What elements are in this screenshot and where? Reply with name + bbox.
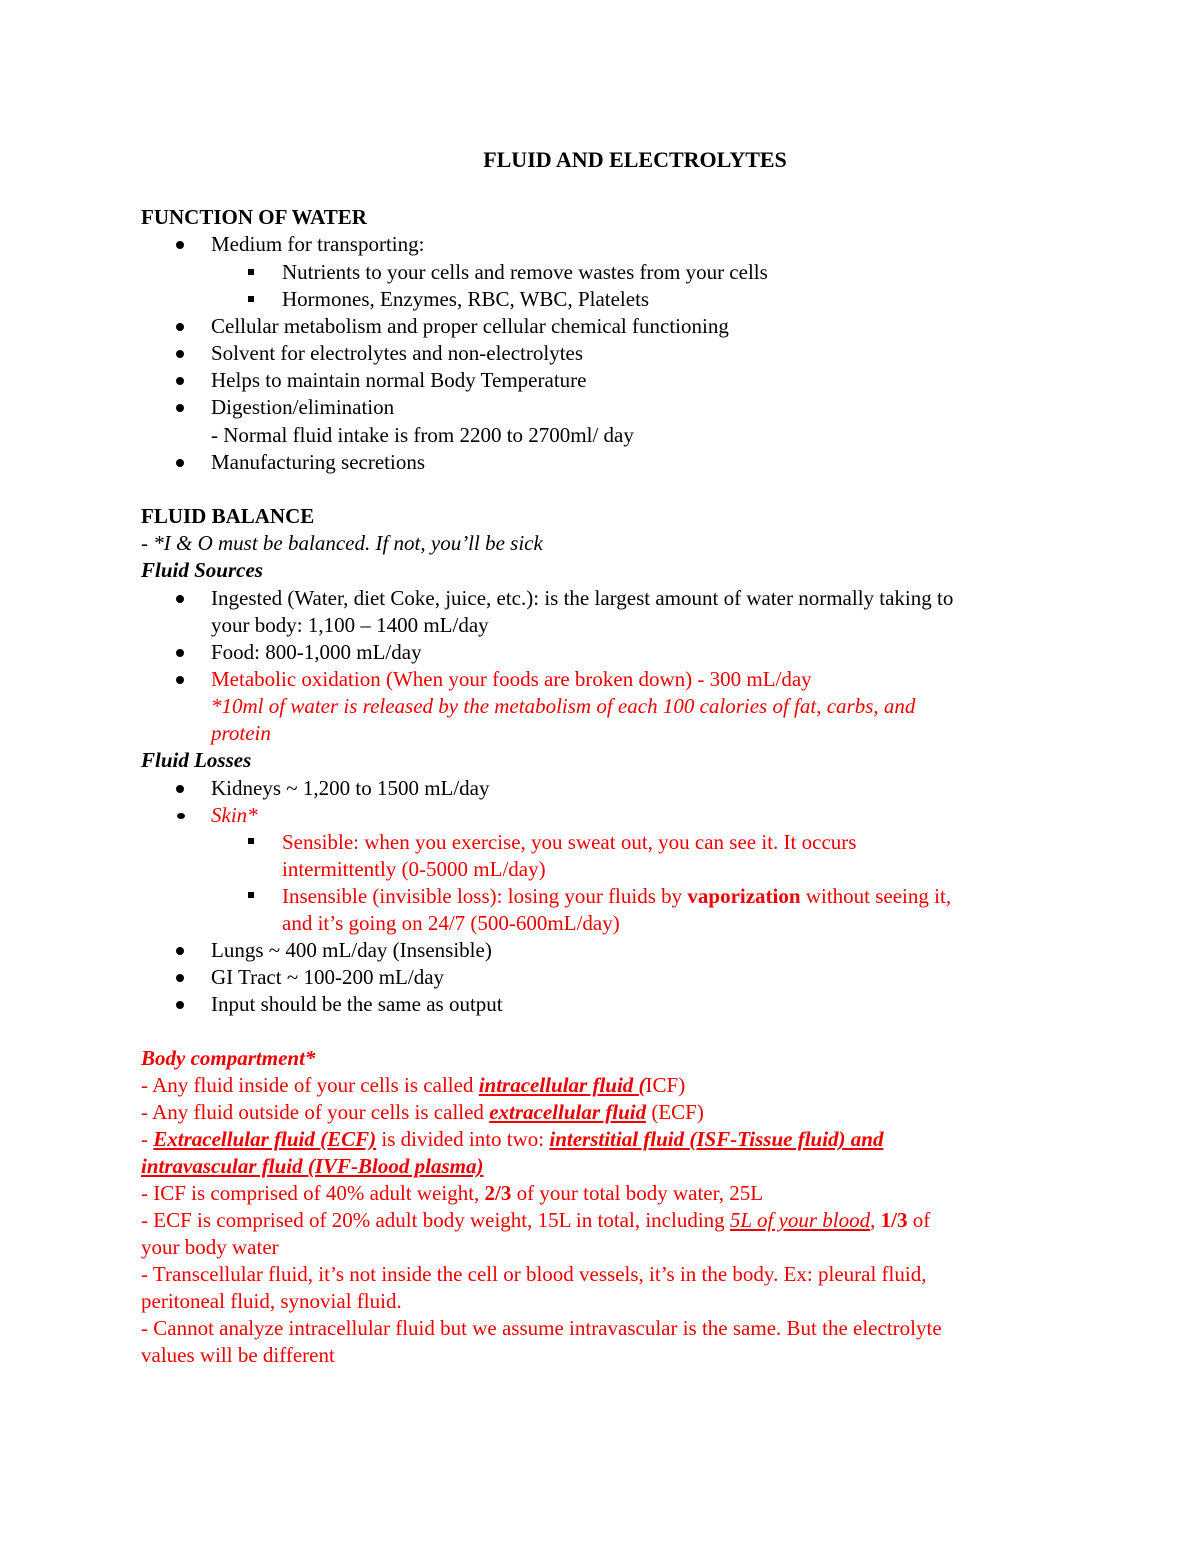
list-item: Metabolic oxidation (When your foods are broken down) - 300 mL/day: [211, 667, 812, 691]
list-item: Sensible: when you exercise, you sweat out, you can see it. It occurs: [282, 830, 857, 854]
list-item: Food: 800-1,000 mL/day: [211, 640, 422, 664]
list-item-note: - Normal fluid intake is from 2200 to 2700ml/ day: [211, 423, 634, 447]
paragraph-line: your body water: [141, 1235, 279, 1259]
term-blood-volume: 5L of your blood: [729, 1208, 871, 1232]
term-intravascular-fluid: intravascular fluid (IVF-Blood plasma): [141, 1154, 484, 1178]
paragraph-line: [141, 1072, 685, 1099]
paragraph-line: peritoneal fluid, synovial fluid.: [141, 1289, 402, 1313]
fluid-balance-note: - *I & O must be balanced. If not, you’ll be sick: [141, 531, 543, 555]
bullet-icon: [176, 595, 184, 603]
vaporization-term: vaporization: [687, 884, 801, 908]
list-item: [282, 883, 951, 910]
bullet-icon: [176, 241, 184, 249]
paragraph-line: - Cannot analyze intracellular fluid but we assume intravascular is the same. But the electrolyte: [141, 1316, 942, 1340]
list-item-continuation: your body: 1,100 – 1400 mL/day: [211, 613, 489, 637]
list-item: Cellular metabolism and proper cellular chemical functioning: [211, 314, 729, 338]
text-run: Insensible (invisible loss): losing your fluids by: [282, 884, 688, 908]
list-item: GI Tract ~ 100-200 mL/day: [211, 965, 445, 989]
term-interstitial-fluid: interstitial fluid (ISF-Tissue fluid) and: [549, 1127, 884, 1151]
list-item: Input should be the same as output: [211, 992, 503, 1016]
square-bullet-icon: [248, 296, 254, 302]
text-run: of your total body water, 25L: [511, 1181, 764, 1205]
fluid-balance-heading: FLUID BALANCE: [141, 504, 315, 528]
square-bullet-icon: [248, 838, 254, 844]
text-run: is divided into two:: [376, 1127, 550, 1151]
bullet-icon: [176, 1001, 184, 1009]
bullet-icon: [176, 404, 184, 412]
fraction-bold: 2/3: [484, 1181, 512, 1205]
list-item: Ingested (Water, diet Coke, juice, etc.): is the largest amount of water normally taking to: [211, 586, 954, 610]
term-extracellular-fluid: extracellular fluid: [489, 1100, 647, 1124]
fraction-bold: 1/3: [880, 1208, 908, 1232]
bullet-icon: [176, 947, 184, 955]
text-run: - ICF is comprised of 40% adult weight,: [141, 1181, 485, 1205]
paragraph-line: [141, 1207, 930, 1234]
list-item: Skin*: [211, 803, 258, 827]
text-run: - Any fluid inside of your cells is called: [141, 1073, 479, 1097]
list-item: Lungs ~ 400 mL/day (Insensible): [211, 938, 492, 962]
paragraph-line: values will be different: [141, 1343, 335, 1367]
text-run: - Any fluid outside of your cells is called: [141, 1100, 490, 1124]
list-item-continuation: and it’s going on 24/7 (500-600mL/day): [282, 911, 620, 935]
bullet-icon: [176, 459, 184, 467]
text-run: - ECF is comprised of 20% adult body weight, 15L in total, including: [141, 1208, 730, 1232]
list-item-note: *10ml of water is released by the metabolism of each 100 calories of fat, carbs, and: [211, 694, 916, 718]
fluid-sources-heading: Fluid Sources: [141, 558, 263, 582]
text-run: ,: [870, 1208, 881, 1232]
list-item: Digestion/elimination: [211, 395, 395, 419]
list-item: Solvent for electrolytes and non-electrolytes: [211, 341, 584, 365]
paragraph-line: - Transcellular fluid, it’s not inside the cell or blood vessels, it’s in the body. Ex: pleural fluid,: [141, 1262, 927, 1286]
list-item: Kidneys ~ 1,200 to 1500 mL/day: [211, 776, 490, 800]
list-item-note: protein: [211, 721, 271, 745]
list-item-continuation: intermittently (0-5000 mL/day): [282, 857, 546, 881]
paragraph-line: [141, 1126, 883, 1153]
text-run: without seeing it,: [800, 884, 952, 908]
bullet-icon: [176, 974, 184, 982]
body-compartment-heading: Body compartment*: [141, 1046, 316, 1070]
square-bullet-icon: [248, 892, 254, 898]
list-item: Medium for transporting:: [211, 232, 425, 256]
list-item: Helps to maintain normal Body Temperature: [211, 368, 587, 392]
bullet-icon: [176, 350, 184, 358]
text-run: -: [141, 1127, 154, 1151]
bullet-icon: [176, 649, 184, 657]
list-item: Nutrients to your cells and remove wastes from your cells: [282, 260, 768, 284]
list-item: Hormones, Enzymes, RBC, WBC, Platelets: [282, 287, 650, 311]
text-run: (ECF): [646, 1100, 704, 1124]
function-of-water-heading: FUNCTION OF WATER: [141, 205, 367, 229]
fluid-losses-heading: Fluid Losses: [141, 748, 252, 772]
document-title: FLUID AND ELECTROLYTES: [483, 147, 787, 172]
term-extracellular-fluid-ecf: Extracellular fluid (ECF): [153, 1127, 377, 1151]
paragraph-line: [141, 1180, 763, 1207]
text-run: of: [907, 1208, 931, 1232]
text-run: ICF): [645, 1073, 686, 1097]
list-item: Manufacturing secretions: [211, 450, 426, 474]
bullet-icon: [177, 813, 185, 819]
bullet-icon: [176, 323, 184, 331]
bullet-icon: [176, 377, 184, 385]
term-intracellular-fluid: intracellular fluid (: [478, 1073, 646, 1097]
square-bullet-icon: [248, 269, 254, 275]
bullet-icon: [176, 676, 184, 684]
bullet-icon: [176, 785, 184, 793]
paragraph-line: [141, 1099, 704, 1126]
